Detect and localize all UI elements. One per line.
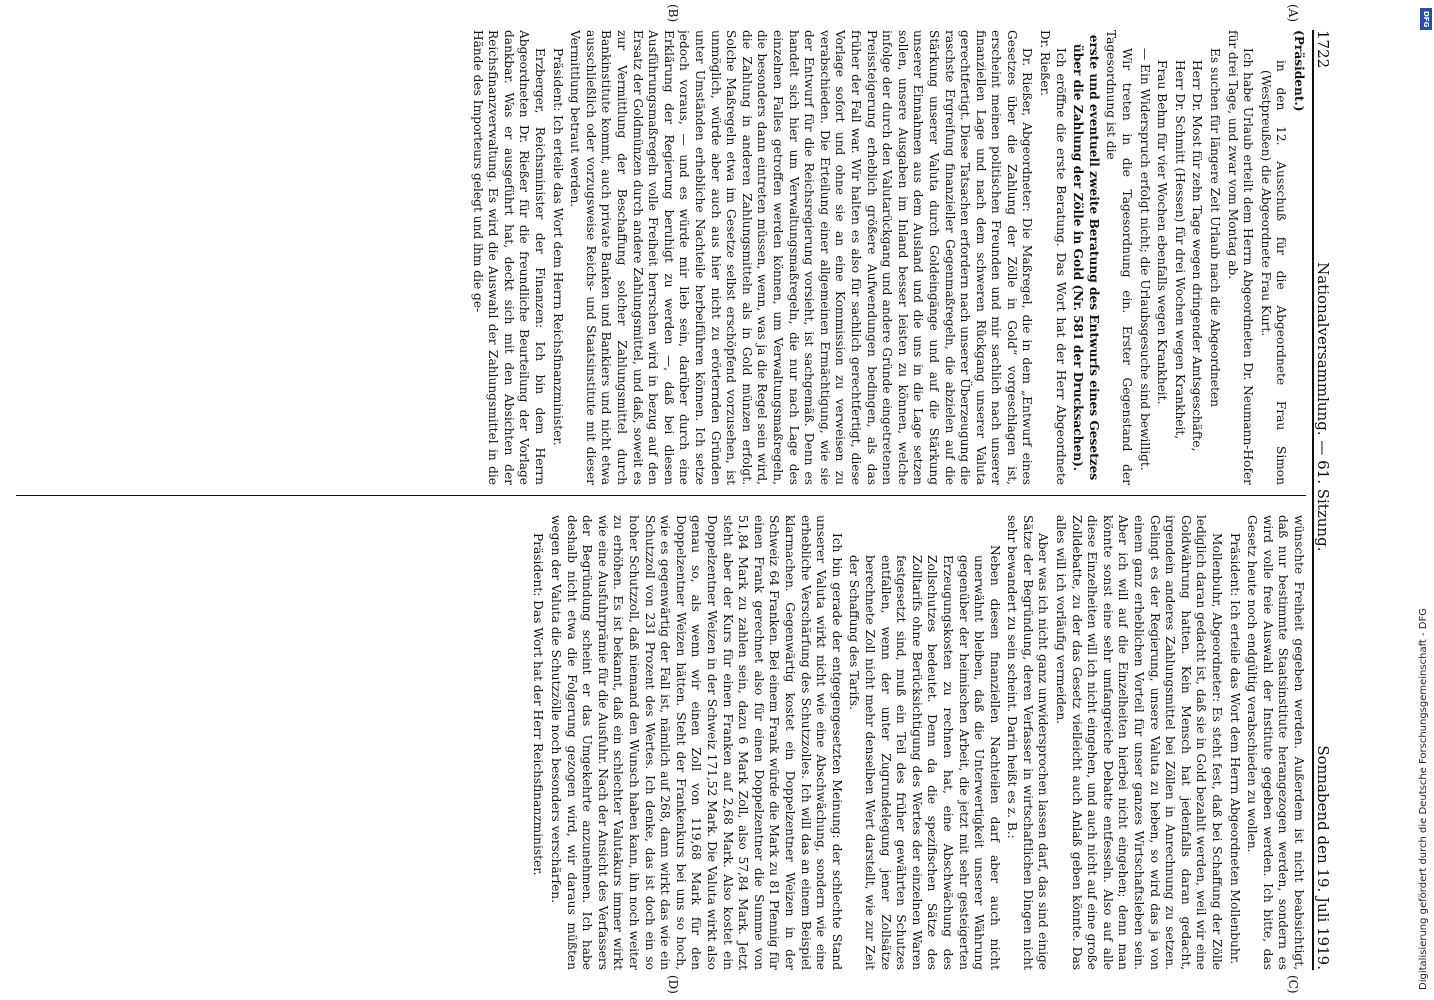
- column-divider: [16, 495, 1306, 496]
- header-rule: [1312, 30, 1314, 970]
- paragraph: Ich habe Urlaub erteilt dem Herrn Abgeordneten Dr. Neumann-Hofer für drei Tage, und zwar vom Montag ab.: [1225, 30, 1256, 485]
- paragraph: Ich bin gerade der entgegengesetzten Meinung: der schlechte Stand unserer Valuta wirkt nicht wie eine Abschwächung, sondern wie eine erhebliche Verschärfung des Schutzzolles. Ich will das an einem Beispiel klarmachen. Gegenwärtig kostet ein Doppelzentner Weizen in der Schweiz 64 Franken. Bei einem Frank würde die Mark zu 81 Pfennig für einen Frank gerechnet also für einen Doppelzentner die Summe von 51,84 Mark zu zahlen sein, dazu 6 Mark Zoll, also 57,84 Mark. Jetzt steht aber der Kurs für einen Franken auf 2,68 Mark. Also kostet ein Doppelzentner Weizen in der Schweiz 171,52 Mark. Die Valuta wirkt also genau so, als wenn wir einen Zoll von 119,68 Mark für den Doppelzentner Weizen hätten. Steht der Frankenkurs bei uns so hoch, wie es gegenwärtig der Fall ist, nämlich auf 268, dann wirkt das wie ein Schutzzoll von 231 Prozent des Wertes. Ich denke, das ist doch ein so hoher Schutzzoll, daß niemand den Wunsch haben kann, ihn noch weiter zu erhöhen. Es ist bekannt, daß ein schlechter Valutakurs immer wirkt wie eine Ausfuhrprämie für die Ausfuhr. Nach der Ansicht des Verfassers der Begründung scheint er das Umgekehrte anzunehmen. Ich habe deshalb nicht etwa die Folgerung gezogen wird, wir daraus müßten wegen der Valuta die Schutzzölle noch besonders verschärfen.: [549, 515, 844, 970]
- paragraph: Herr Dr. Schmitt (Hessen) für drei Wochen wegen Krankheit,: [1172, 60, 1187, 440]
- paragraph: wünschte Freiheit gegeben werden. Außerdem ist nicht beabsichtigt, daß nur bestimmte Staatsinstitute herangezogen werden, sondern es wird volle freie Auswahl der Institute gegeben werden. Ich bitte, das Gesetz heute noch endgültig verabschieden zu wollen.: [1245, 515, 1306, 970]
- paragraph: Frau Behm für vier Wochen ebenfalls wegen Krankheit.: [1155, 60, 1170, 405]
- paragraph: erste und eventuell zweite Beratung des Entwurfs eines Gesetzes über die Zahlung der Zölle in Gold (Nr. 581 der Drucksachen).: [1071, 34, 1101, 481]
- margin-marker-d: (D): [666, 975, 680, 994]
- digitization-credit: Digitalisierung gefördert durch die Deutsche Forschungsgemeinschaft - DFG: [1418, 607, 1429, 990]
- paragraph: Wir treten in die Tagesordnung ein. Erster Gegenstand der Tagesordnung ist die: [1104, 30, 1135, 485]
- paragraph: Ich eröffne die erste Beratung. Das Wort hat der Herr Abgeordnete Dr. Rießer.: [1038, 30, 1068, 485]
- paragraph: in den 12. Ausschuß für die Abgeordnete Frau Simon (Westpreußen) die Abgeordnete Frau Kurt.: [1258, 60, 1289, 485]
- session-date: Sonnabend den 19. Juli 1919.: [1314, 745, 1332, 970]
- assembly-title: Nationalversammlung. — 61. Sitzung.: [1314, 262, 1332, 552]
- page-number: 1722: [1314, 30, 1332, 69]
- paragraph: Mollenbuhr, Abgeordneter: Es steht fest, daß bei Schaffung der Zölle lediglich daran gedacht ist, daß sie in Gold bezahlt werden, weil wir eine Goldwährung hatten. Kein Mensch hat jedenfalls daran gedacht, irgendein anderes Zahlungsmittel bei Zöllen in Anrechnung zu setzen. Gelingt es der Regierung, unsere Valuta zu heben, so wird das ja von einem ganz erheblichen Vorteil für unser ganzes Wirtschaftsleben sein. Aber ich will auf die Einzelheiten hierbei nicht eingehen; denn man könnte sonst eine sehr umfangreiche Debatte entfesseln. Also auf alle diese Einzelheiten will ich nicht eingehen, und auch nicht auf eine große Zolldebatte, zu der das Gesetz vielleicht auch Anlaß geben könnte. Das alles will ich vorläufig vermeiden.: [1054, 515, 1225, 970]
- paragraph: Aber was ich nicht ganz unwidersprochen lassen darf, das sind einige Sätze der Begründung, deren Verfasser in wirtschaftlichen Dingen nicht sehr bewandert zu sein scheint. Darin heißt es z. B.:: [1005, 515, 1051, 970]
- paragraph: (Präsident.): [1292, 30, 1306, 112]
- paragraph: — Ein Widerspruch erfolgt nicht; die Urlaubsgesuche sind bewilligt.: [1137, 48, 1152, 471]
- right-column: [16, 515, 1306, 970]
- paragraph: Präsident: Das Wort hat der Herr Reichsfinanzminister.: [531, 533, 546, 876]
- paragraph: Es suchen für längere Zeit Urlaub nach die Abgeordneten: [1208, 48, 1223, 407]
- paragraph: Präsident: Ich erteile das Wort dem Herrn Reichsfinanzminister.: [550, 48, 565, 446]
- paragraph: Herr Dr. Most für zehn Tage wegen dringender Amtsgeschäfte,: [1190, 60, 1205, 452]
- dfg-logo: DFG: [1420, 8, 1432, 30]
- paragraph: Präsident: Ich erteile das Wort dem Herrn Abgeordneten Mollenbuhr.: [1227, 533, 1242, 965]
- margin-marker-b: (B): [666, 4, 680, 23]
- paragraph: Dr. Rießer, Abgeordneter: Die Maßregel, die in dem „Entwurf eines Gesetzes über die Zahlung der Zölle in Gold“ vorgeschlagen ist, erscheint meinen politischen Freunden und mir sachlich nach unserer finanziellen Lage und nach dem schweren Rückgang unserer Valuta gerechtfertigt. Diese Tatsachen erfordern nach unserer Überzeugung die raschste Ergreifung finanzieller Gegenmaßregeln, die abzielen auf die Stärkung unserer Valuta durch Goldeingänge und auf die Stärkung unserer Einnahmen aus dem Ausland und die uns in die Lage setzen sollen, unsere Ausgaben im Inland besser leisten zu können, welche infolge der durch den Valutarückgang und andere Gründe eingetretenen Preissteigerung erheblich größere Aufwendungen bedingen, als das früher der Fall war. Wir halten es also für sachlich gerechtfertigt, diese Vorlage sofort und ohne sie an eine Kommission zu verweisen zu verabschieden. Die Erteilung einer allgemeinen Ermächtigung, wie sie der Entwurf für die Reichsregierung vorsieht, ist sachgemäß. Denn es handelt sich hier um Verwaltungsmaßregeln, die nur nach Lage des einzelnen Falles getroffen werden können, um Verwaltungsmaßregeln, die besonders dann eintreten müssen, wenn, was ja die Regel sein wird, die Zahlung in anderen Zahlungsmitteln als in Gold münzen erfolgt. Solche Maßregeln etwa im Gesetze selbst erschöpfend vorzusehen, ist unmöglich, würde aber auch aus hier nicht zu erörternden Gründen unter Umständen erhebliche Nachteile herbeiführen können. Ich setze jedoch voraus, — und es würde mir lieb sein, darüber durch eine Erklärung der Regierung beruhigt zu werden —, daß bei diesen Ausführungsmaßregeln volle Freiheit herrschen wird in bezug auf den Ersatz der Goldmünzen durch andere Zahlungsmittel, und daß, soweit es zur Vermittlung der Beschaffung solcher Zahlungsmittel durch Bankinstitute kommt, auch private Banken und Bankiers und nicht etwa ausschließlich oder vorzugsweise Reichs- und Staatsinstitute mit dieser Vermittlung betraut werden.: [568, 30, 1035, 485]
- page-header: [1314, 30, 1340, 970]
- margin-marker-a: (A): [1286, 4, 1300, 23]
- left-column: [16, 30, 1306, 485]
- margin-marker-c: (C): [1286, 975, 1300, 994]
- paragraph: Erzberger, Reichsminister der Finanzen: Ich bin dem Herrn Abgeordneten Dr. Rießer für die freundliche Beurteilung der Vorlage dankbar. Was er ausgeführt hat, deckt sich mit den Absichten der Reichsfinanzverwaltung. Es wird die Auswahl der Zahlungsmittel in die Hände des Importeurs gelegt und ihm die ge-: [470, 30, 548, 485]
- paragraph: Neben diesen finanziellen Nachteilen darf aber auch nicht unerwähnt bleiben, daß die Unterwertigkeit unserer Währung gegenüber der heimischen Arbeit, die jetzt mit sehr gesteigerten Erzeugungskosten zu rechnen hat, eine Abschwächung des Zollschutzes bedeutet. Denn da die spezifischen Sätze des Zolltarifs ohne Berücksichtigung des Wertes der einzelnen Waren festgesetzt sind, muß ein Teil des früher gewährten Schutzes entfallen, wenn der unter Zugrundelegung jener Zollsätze berechnete Zoll nicht mehr denselben Wert darstellt, wie zur Zeit der Schaffung des Tarifs.: [847, 545, 1002, 970]
